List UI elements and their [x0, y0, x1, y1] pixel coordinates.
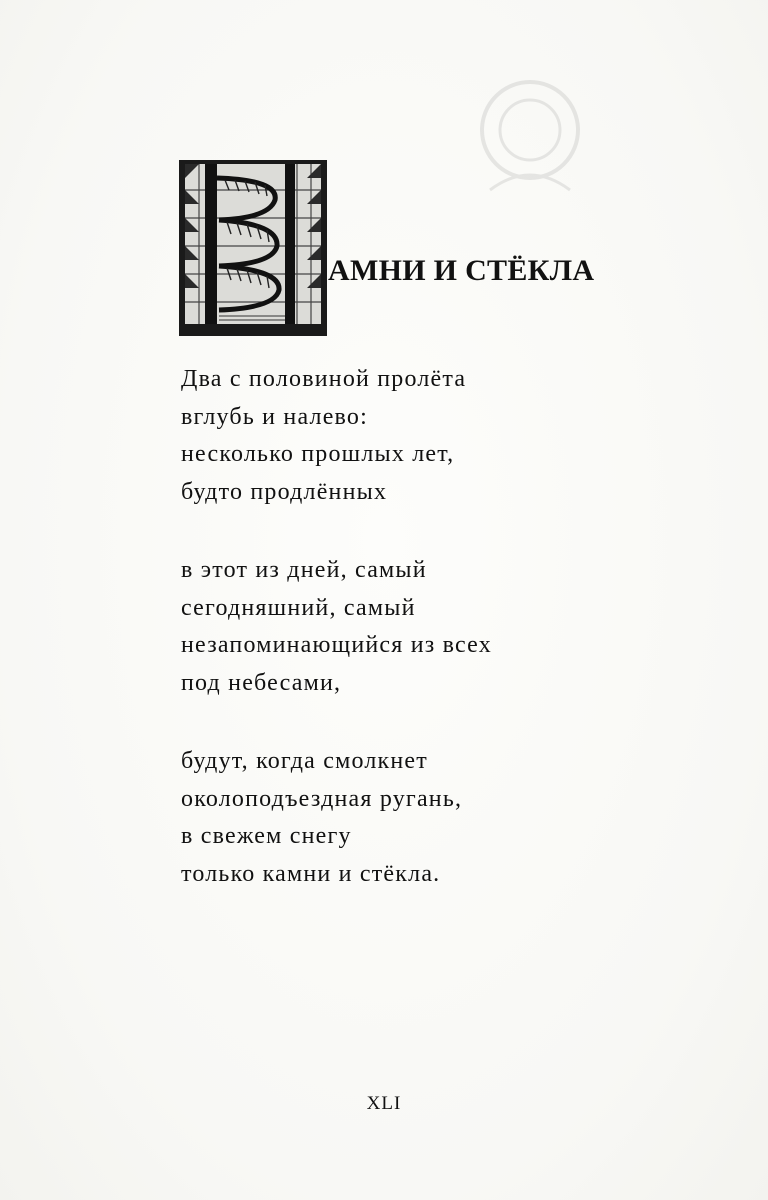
poem-line: только камни и стёкла. [181, 860, 441, 887]
poem-line: околоподъездная ругань, [181, 785, 463, 812]
poem-line: незапоминающийся из всех [181, 632, 492, 658]
poem-line: Два с половиной пролёта [181, 366, 467, 392]
stanza [181, 743, 611, 893]
poem-line: будут, когда смолкнет [181, 748, 428, 774]
poem-line: будто продлённых [181, 478, 388, 505]
stanza [181, 361, 611, 511]
poem-title: АМНИ И СТЁКЛА [328, 254, 595, 287]
bleed-through-ornament [470, 70, 590, 220]
poem-line: в свежем снегу [181, 823, 352, 849]
poem-line: сегодняшний, самый [181, 594, 416, 621]
poem-line: вглубь и налево: [181, 403, 368, 430]
poem-body [181, 361, 611, 893]
poem-line: в этот из дней, самый [181, 557, 427, 583]
poem-line: несколько прошлых лет, [181, 441, 455, 467]
stanza [181, 552, 611, 702]
staircase-dropcap-icon [179, 160, 327, 336]
dropcap-illustration [179, 160, 327, 336]
poem-line: под небесами, [181, 669, 342, 696]
page-number: XLI [366, 1093, 402, 1114]
